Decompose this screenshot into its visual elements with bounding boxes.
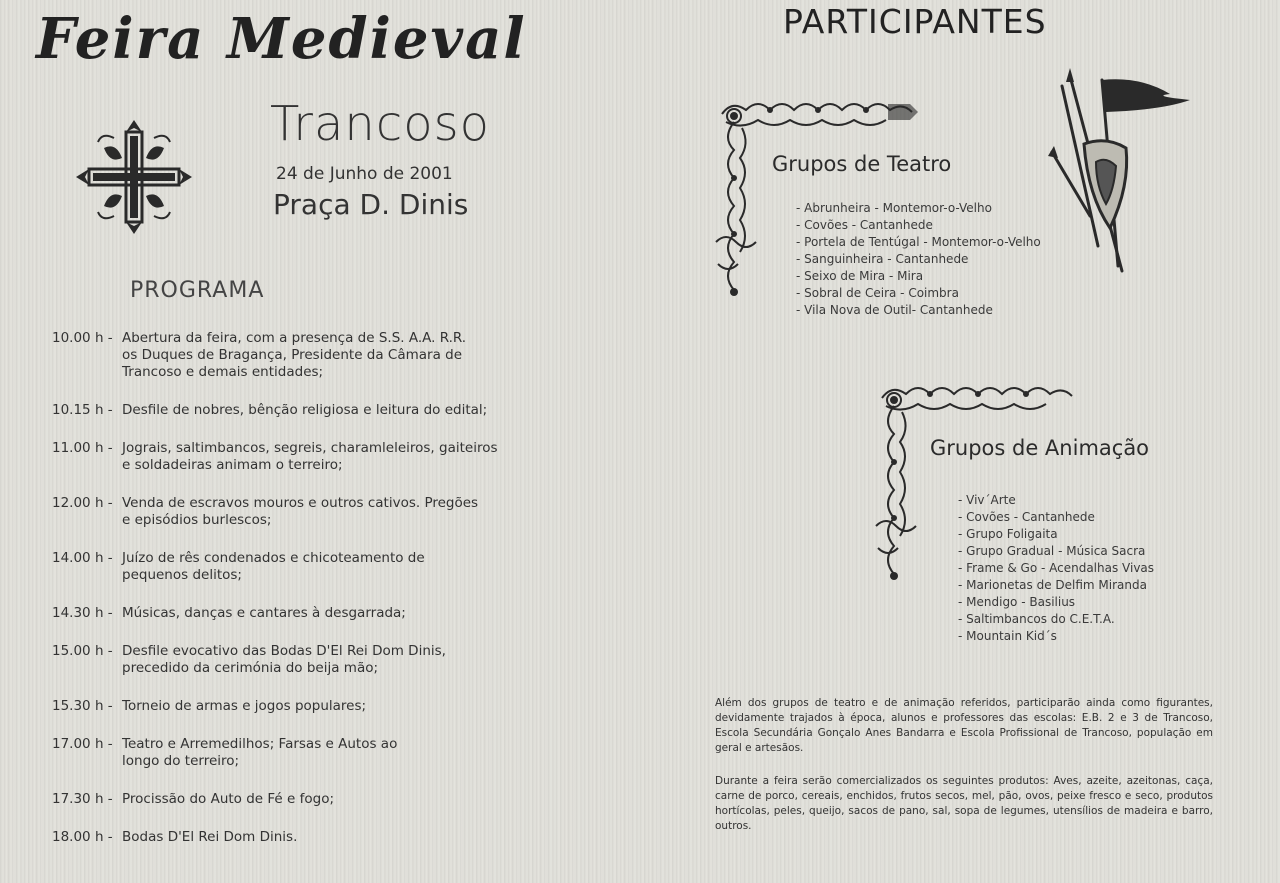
list-item xyxy=(52,643,512,677)
list-item xyxy=(52,736,512,770)
list-item xyxy=(52,495,512,529)
programa-time: 15.30 h - xyxy=(52,698,113,714)
list-item: - Marionetas de Delfim Miranda xyxy=(958,578,1147,592)
list-item: - Grupo Foligaita xyxy=(958,527,1058,541)
programa-text: Desfile de nobres, bênção religiosa e leitura do edital; xyxy=(122,402,488,418)
teatro-list xyxy=(796,200,1041,319)
event-date: 24 de Junho de 2001 xyxy=(276,164,453,184)
list-item xyxy=(52,698,512,715)
list-item xyxy=(52,402,512,419)
programa-time: 14.30 h - xyxy=(52,605,113,621)
programa-time: 10.00 h - xyxy=(52,330,113,346)
programa-time: 17.00 h - xyxy=(52,736,113,752)
programa-time: 14.00 h - xyxy=(52,550,113,566)
participantes-heading: PARTICIPANTES xyxy=(783,2,1047,41)
programa-text: Desfile evocativo das Bodas D'El Rei Dom Dinis, precedido da cerimónia do beija mão; xyxy=(122,643,446,676)
list-item xyxy=(52,791,512,808)
list-item xyxy=(52,829,512,846)
grupos-teatro-heading: Grupos de Teatro xyxy=(772,152,952,176)
list-item: - Sanguinheira - Cantanhede xyxy=(796,252,969,266)
programa-text: Abertura da feira, com a presença de S.S. A.A. R.R. os Duques de Bragança, Presidente da Câmara de Trancoso e demais entidades; xyxy=(122,330,467,380)
list-item xyxy=(52,330,512,381)
list-item: - Saltimbancos do C.E.T.A. xyxy=(958,612,1115,626)
page-title: Feira Medieval xyxy=(36,6,527,72)
list-item: - Frame & Go - Acendalhas Vivas xyxy=(958,561,1155,575)
programa-text: Teatro e Arremedilhos; Farsas e Autos ao longo do terreiro; xyxy=(122,736,398,769)
grupos-animacao-heading: Grupos de Animação xyxy=(930,436,1150,460)
programa-time: 11.00 h - xyxy=(52,440,113,456)
programa-text: Torneio de armas e jogos populares; xyxy=(122,698,367,714)
programa-list xyxy=(52,330,512,846)
list-item: - Mendigo - Basilius xyxy=(958,595,1076,609)
programa-time: 12.00 h - xyxy=(52,495,113,511)
programa-text: Procissão do Auto de Fé e fogo; xyxy=(122,791,335,807)
list-item: - Covões - Cantanhede xyxy=(796,218,933,232)
list-item xyxy=(52,440,512,474)
list-item: - Viv´Arte xyxy=(958,493,1016,507)
programa-text: Músicas, danças e cantares à desgarrada; xyxy=(122,605,406,621)
list-item: - Grupo Gradual - Música Sacra xyxy=(958,544,1146,558)
list-item: - Sobral de Ceira - Coimbra xyxy=(796,286,959,300)
programa-time: 10.15 h - xyxy=(52,402,113,418)
list-item: - Seixo de Mira - Mira xyxy=(796,269,924,283)
list-item: - Vila Nova de Outil- Cantanhede xyxy=(796,303,993,317)
animacao-list xyxy=(958,492,1154,645)
event-place: Praça D. Dinis xyxy=(273,188,469,221)
figurantes-paragraph: Além dos grupos de teatro e de animação referidos, participarão ainda como figurantes, devidamente trajados à época, alunos e professores das escolas: E.B. 2 e 3 de Trancoso, Escola Secundária Gonçalo Anes Bandarra e Escola Profissional de Trancoso, população em geral e artesãos. xyxy=(715,697,1213,754)
programa-text: Jograis, saltimbancos, segreis, charamleleiros, gaiteiros e soldadeiras animam o terreiro; xyxy=(122,440,498,473)
produtos-paragraph: Durante a feira serão comercializados os seguintes produtos: Aves, azeite, azeitonas, caça, carne de porco, cereais, enchidos, frutos secos, mel, pão, ovos, peixe fresco e seco, produtos hortícolas, peles, queijo, sacos de pano, sal, sopa de legumes, utensílios de madeira e barro, outros. xyxy=(715,775,1213,832)
list-item xyxy=(52,605,512,622)
list-item: - Portela de Tentúgal - Montemor-o-Velho xyxy=(796,235,1041,249)
cross-fleury-icon xyxy=(74,118,194,236)
programa-time: 17.30 h - xyxy=(52,791,113,807)
shield-lance-banner-icon xyxy=(1040,66,1200,276)
programa-text: Bodas D'El Rei Dom Dinis. xyxy=(122,829,298,845)
list-item xyxy=(52,550,512,584)
list-item: - Covões - Cantanhede xyxy=(958,510,1095,524)
programa-time: 15.00 h - xyxy=(52,643,113,659)
programa-text: Juízo de rês condenados e chicoteamento de pequenos delitos; xyxy=(122,550,425,583)
programa-heading: PROGRAMA xyxy=(130,278,265,303)
list-item: - Mountain Kid´s xyxy=(958,629,1057,643)
programa-time: 18.00 h - xyxy=(52,829,113,845)
list-item: - Abrunheira - Montemor-o-Velho xyxy=(796,201,992,215)
programa-text: Venda de escravos mouros e outros cativos. Pregões e episódios burlescos; xyxy=(122,495,479,528)
town-name: Trancoso xyxy=(270,96,490,152)
